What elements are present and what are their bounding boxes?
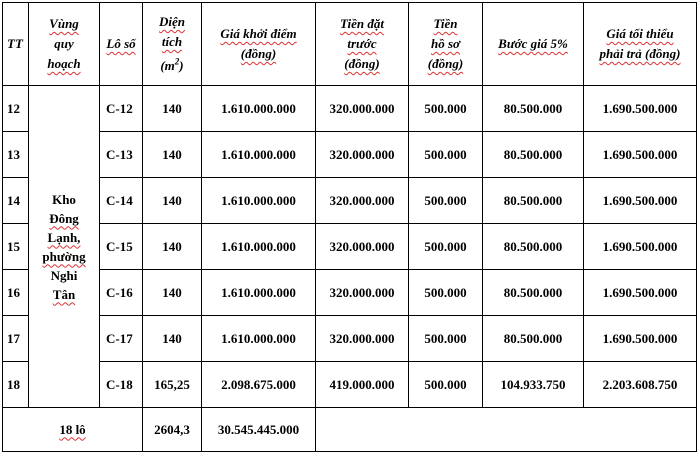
auction-lots-table (2, 2, 697, 452)
header-lo-so-text: Lô số (106, 36, 136, 51)
cell-lot: C-17 (100, 316, 143, 362)
cell-start-price: 1.610.000.000 (202, 178, 316, 224)
table-body (3, 86, 697, 408)
header-buoc-gia (483, 3, 584, 86)
total-area: 2604,3 (143, 408, 202, 452)
cell-fee: 500.000 (409, 132, 483, 178)
cell-tt: 16 (3, 270, 29, 316)
table-row (3, 362, 697, 408)
header-row (3, 3, 697, 86)
area-name-line1: Kho (52, 191, 76, 207)
cell-vung-quy-hoach (29, 86, 100, 408)
cell-step: 80.500.000 (483, 316, 584, 362)
cell-start-price: 1.610.000.000 (202, 86, 316, 132)
cell-deposit: 320.000.000 (316, 178, 409, 224)
cell-deposit: 419.000.000 (316, 362, 409, 408)
cell-start-price: 1.610.000.000 (202, 224, 316, 270)
area-name-line4: phường (42, 248, 86, 264)
cell-min-pay: 1.690.500.000 (584, 316, 697, 362)
cell-deposit: 320.000.000 (316, 224, 409, 270)
cell-fee: 500.000 (409, 86, 483, 132)
cell-fee: 500.000 (409, 362, 483, 408)
header-vung-line2: quy (54, 36, 74, 51)
cell-step: 80.500.000 (483, 270, 584, 316)
cell-deposit: 320.000.000 (316, 316, 409, 362)
header-dien-tich-unit (160, 58, 183, 73)
cell-step: 80.500.000 (483, 132, 584, 178)
header-tien-ho-so-line1: Tiền (433, 16, 458, 31)
header-tien-ho-so-line3: (đồng) (427, 56, 464, 71)
table-row (3, 86, 697, 132)
table-footer (3, 408, 697, 452)
header-buoc-gia-text: Bước giá 5% (498, 36, 568, 51)
cell-min-pay: 1.690.500.000 (584, 132, 697, 178)
total-empty-cell (316, 408, 697, 452)
header-unit-sup: 2 (174, 56, 180, 67)
header-dien-tich-line1: Diện (159, 13, 185, 29)
cell-fee: 500.000 (409, 178, 483, 224)
header-vung-line3: hoạch (47, 56, 81, 71)
cell-area: 140 (143, 316, 202, 362)
cell-deposit: 320.000.000 (316, 270, 409, 316)
table-row (3, 316, 697, 362)
cell-min-pay: 1.690.500.000 (584, 224, 697, 270)
cell-step: 104.933.750 (483, 362, 584, 408)
cell-area: 140 (143, 270, 202, 316)
cell-area: 140 (143, 224, 202, 270)
cell-lot: C-14 (100, 178, 143, 224)
header-gia-khoi-diem (202, 3, 316, 86)
header-tien-ho-so (409, 3, 483, 86)
cell-min-pay: 1.690.500.000 (584, 270, 697, 316)
cell-step: 80.500.000 (483, 86, 584, 132)
cell-start-price: 2.098.675.000 (202, 362, 316, 408)
cell-start-price: 1.610.000.000 (202, 316, 316, 362)
cell-fee: 500.000 (409, 224, 483, 270)
table-row (3, 270, 697, 316)
header-gia-toi-thieu (584, 3, 697, 86)
cell-lot: C-15 (100, 224, 143, 270)
header-unit-m: (m (160, 58, 175, 74)
area-name-line6: Tân (52, 286, 76, 302)
cell-step: 80.500.000 (483, 178, 584, 224)
header-tt-text: TT (7, 36, 23, 51)
auction-table-container (2, 2, 697, 452)
cell-area: 165,25 (143, 362, 202, 408)
header-unit-close: ) (179, 58, 184, 74)
cell-lot: C-13 (100, 132, 143, 178)
cell-lot: C-16 (100, 270, 143, 316)
header-lo-so (100, 3, 143, 86)
table-header (3, 3, 697, 86)
header-tien-dat-truoc-line3: (đồng) (344, 56, 380, 71)
header-gia-toi-thieu-line2: phải trả (đồng) (599, 46, 681, 61)
header-gia-khoi-diem-line2: (đồng) (240, 46, 277, 61)
cell-start-price: 1.610.000.000 (202, 132, 316, 178)
cell-area: 140 (143, 178, 202, 224)
cell-min-pay: 1.690.500.000 (584, 178, 697, 224)
cell-tt: 15 (3, 224, 29, 270)
cell-min-pay: 2.203.608.750 (584, 362, 697, 408)
cell-lot: C-18 (100, 362, 143, 408)
table-row (3, 178, 697, 224)
cell-step: 80.500.000 (483, 224, 584, 270)
total-label (3, 408, 143, 452)
cell-tt: 12 (3, 86, 29, 132)
cell-deposit: 320.000.000 (316, 132, 409, 178)
header-vung-line1: Vùng (49, 16, 79, 31)
header-tt (3, 3, 29, 86)
header-tien-dat-truoc-line2: trước (347, 36, 377, 51)
table-row (3, 224, 697, 270)
cell-start-price: 1.610.000.000 (202, 270, 316, 316)
header-tien-dat-truoc (316, 3, 409, 86)
total-start-price: 30.545.445.000 (202, 408, 316, 452)
header-tien-dat-truoc-line1: Tiền đặt (340, 16, 384, 31)
cell-area: 140 (143, 86, 202, 132)
header-gia-toi-thieu-line1: Giá tối thiểu (606, 26, 674, 41)
cell-tt: 18 (3, 362, 29, 408)
area-name-line5: Nghi (50, 267, 78, 283)
cell-tt: 13 (3, 132, 29, 178)
area-name-line2: Đông (49, 210, 79, 226)
area-name-line3: Lạnh, (47, 229, 81, 245)
header-vung-quy-hoach (29, 3, 100, 86)
cell-lot: C-12 (100, 86, 143, 132)
total-row (3, 408, 697, 452)
header-tien-ho-so-line2: hồ sơ (430, 36, 460, 51)
cell-deposit: 320.000.000 (316, 86, 409, 132)
cell-tt: 14 (3, 178, 29, 224)
header-dien-tich-line2: tích (161, 33, 183, 49)
cell-fee: 500.000 (409, 316, 483, 362)
cell-min-pay: 1.690.500.000 (584, 86, 697, 132)
table-row (3, 132, 697, 178)
cell-tt: 17 (3, 316, 29, 362)
cell-fee: 500.000 (409, 270, 483, 316)
total-label-text: 18 lô (59, 421, 86, 437)
header-dien-tich (143, 3, 202, 86)
header-gia-khoi-diem-line1: Giá khởi điểm (220, 26, 297, 41)
cell-area: 140 (143, 132, 202, 178)
